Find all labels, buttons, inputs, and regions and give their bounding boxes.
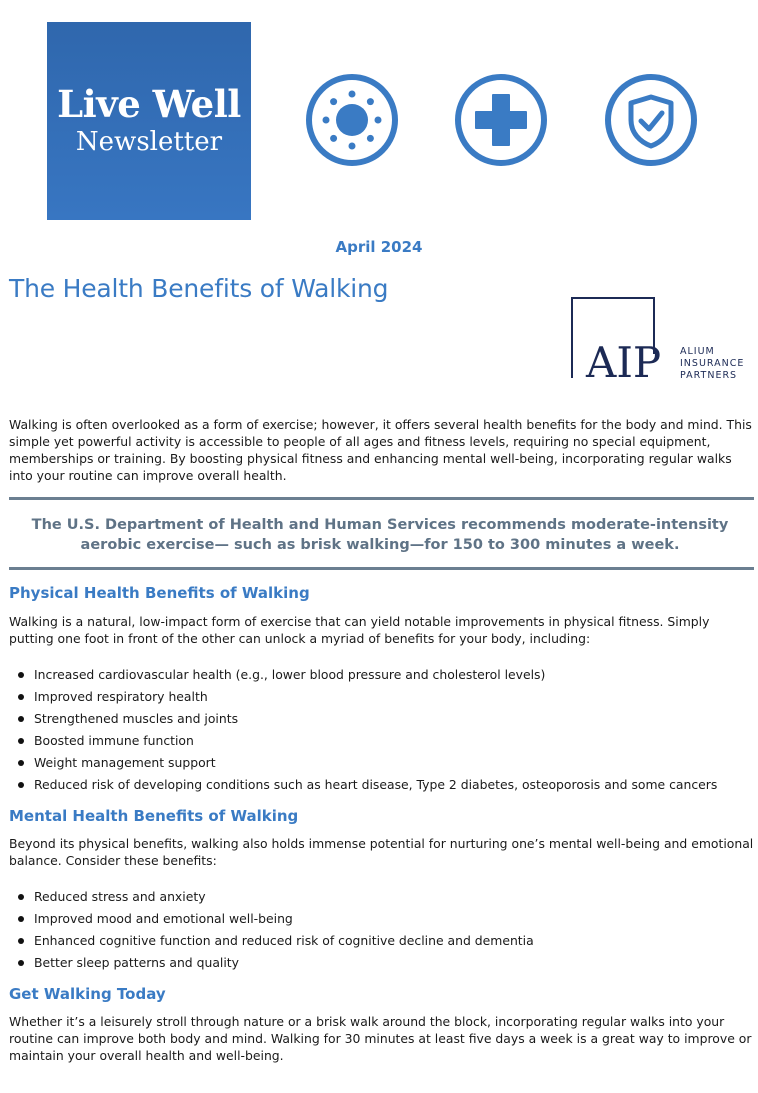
list-item: Better sleep patterns and quality [16, 952, 756, 974]
physical-benefits-list [16, 664, 756, 796]
list-item: Increased cardiovascular health (e.g., lower blood pressure and cholesterol levels) [16, 664, 756, 686]
callout-rule-bottom [9, 567, 754, 570]
list-item: Improved respiratory health [16, 686, 756, 708]
aip-logo [570, 294, 756, 382]
callout-text: The U.S. Department of Health and Human Services recommends moderate-intensity aerobic exercise— such as brisk walking—for 150 to 300 minutes a week. [31, 517, 729, 553]
list-item: Reduced risk of developing conditions such as heart disease, Type 2 diabetes, osteoporosis and some cancers [16, 774, 756, 796]
list-item: Strengthened muscles and joints [16, 708, 756, 730]
sun-icon [305, 73, 399, 167]
logo-line3: PARTNERS [680, 370, 738, 381]
masthead-title: Live Well [57, 82, 241, 126]
list-item: Weight management support [16, 752, 756, 774]
get-walking-paragraph: Whether it’s a leisurely stroll through nature or a brisk walk around the block, incorporating regular walks into your routine can improve both body and mind. Walking for 30 minutes at least five days a week is a great way to improve or maintain your overall health and well-being. [9, 1014, 752, 1063]
newsletter-masthead [47, 22, 251, 220]
mental-paragraph: Beyond its physical benefits, walking also holds immense potential for nurturing one’s mental well-being and emotional balance. Consider these benefits: [9, 836, 754, 868]
intro-paragraph: Walking is often overlooked as a form of exercise; however, it offers several health benefits for the body and mind. This simple yet powerful activity is accessible to people of all ages and fitness levels, requiring no special equipment, memberships or training. By boosting physical fitness and enhancing mental well-being, incorporating regular walks into your routine can improve overall health. [9, 417, 752, 483]
list-item: Boosted immune function [16, 730, 756, 752]
get-walking-heading: Get Walking Today [9, 985, 166, 1003]
masthead-subtitle: Newsletter [75, 127, 223, 157]
list-item: Enhanced cognitive function and reduced risk of cognitive decline and dementia [16, 930, 756, 952]
mental-heading: Mental Health Benefits of Walking [9, 807, 299, 825]
list-item: Improved mood and emotional well-being [16, 908, 756, 930]
logo-line1: ALIUM [680, 346, 715, 357]
article-title: The Health Benefits of Walking [9, 274, 389, 303]
physical-paragraph: Walking is a natural, low-impact form of exercise that can yield notable improvements in physical fitness. Simply putting one foot in front of the other can unlock a myriad of benefits for your body, including: [9, 614, 710, 646]
list-item: Reduced stress and anxiety [16, 886, 756, 908]
logo-mark: AIP [586, 338, 662, 382]
shield-check-icon [604, 73, 698, 167]
issue-date: April 2024 [335, 238, 423, 256]
callout-rule-top [9, 497, 754, 500]
physical-heading: Physical Health Benefits of Walking [9, 584, 310, 602]
mental-benefits-list [16, 886, 756, 974]
plus-cross-icon [454, 73, 548, 167]
logo-line2: INSURANCE [680, 358, 745, 369]
